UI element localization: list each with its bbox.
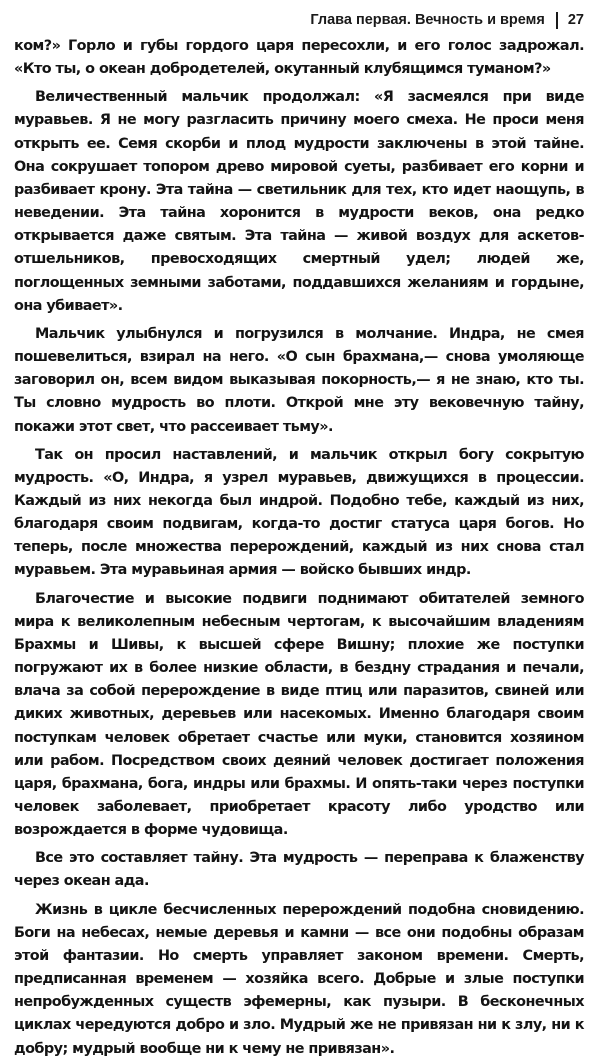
header-separator: [556, 12, 558, 29]
paragraph: Жизнь в цикле бесчисленных перерождений подобна сновидению. Боги на небесах, немые деревья и камни — все они подобны образам этой фантазии. Но смерть управляет законом времени. Смерть, предписанная временем — хозяйка всего. Добрые и злые поступки непробужденных существ эфемерны, как пузыри. В бесконечных циклах чередуются добро и зло. Мудрый же не привязан ни к злу, ни к добру; мудрый вообще ни к чему не привязан».: [14, 901, 584, 1057]
body-text: [14, 35, 584, 1061]
page-number: 27: [567, 12, 584, 28]
paragraph-continuation: ком?» Горло и губы гордого царя пересохли, и его голос задрожал. «Кто ты, о океан добродетелей, окутанный клубящимся туманом?»: [14, 38, 584, 78]
paragraph: Так он просил наставлений, и мальчик открыл богу сокрытую мудрость. «О, Индра, я узрел муравьев, движущихся в процессии. Каждый из них некогда был индрой. Подобно тебе, каждый из них, благодаря своим подвигам, когда-то достиг статуса царя богов. Но теперь, после множества перерождений, каждый из них снова стал муравьем. Эта муравьиная армия — войско бывших индр.: [14, 446, 584, 579]
paragraph: Величественный мальчик продолжал: «Я засмеялся при виде муравьев. Я не могу разгласить причину моего смеха. Не проси меня открыть ее. Семя скорби и плод мудрости заключены в этой тайне. Она сокрушает топором древо мировой суеты, разбивает его корни и разбивает крону. Эта тайна — светильник для тех, кто идет наощупь, в неведении. Эта тайна хоронится в мудрости веков, она редко открывается даже святым. Эта тайна — живой воздух для аскетов-отшельников, превосходящих смертный удел; людей же, поглощенных земными заботами, поддавшихся желаниям и гордыне, она убивает».: [14, 89, 584, 314]
paragraph: Мальчик улыбнулся и погрузился в молчание. Индра, не смея пошевелиться, взирал на него. «О сын брахмана,— снова умоляюще заговорил он, всем видом выказывая покорность,— я не знаю, кто ты. Ты словно мудрость во плоти. Открой мне эту вековечную тайну, покажи этот свет, что рассеивает тьму».: [14, 325, 584, 435]
paragraph: Благочестие и высокие подвиги поднимают обитателей земного мира к великолепным небесным чертогам, к высочайшим владениям Брахмы и Шивы, к высшей сфере Вишну; плохие же поступки погружают их в более низкие области, в бездну страдания и печали, влача за собой перерождение в виде птиц или паразитов, свиней или диких животных, деревьев или насекомых. Именно благодаря своим поступкам человек обретает счастье или муки, становится хозяином или рабом. Посредством своих деяний человек достигает положения царя, брахмана, бога, индры или брахмы. И опять-таки через поступки человек заболевает, приобретает красоту либо уродство или возрождается в форме чудовища.: [14, 590, 584, 839]
chapter-title: Глава первая. Вечность и время: [310, 12, 545, 28]
running-head: [14, 6, 584, 34]
paragraph: Все это составляет тайну. Эта мудрость — переправа к блаженству через океан ада.: [14, 850, 584, 890]
